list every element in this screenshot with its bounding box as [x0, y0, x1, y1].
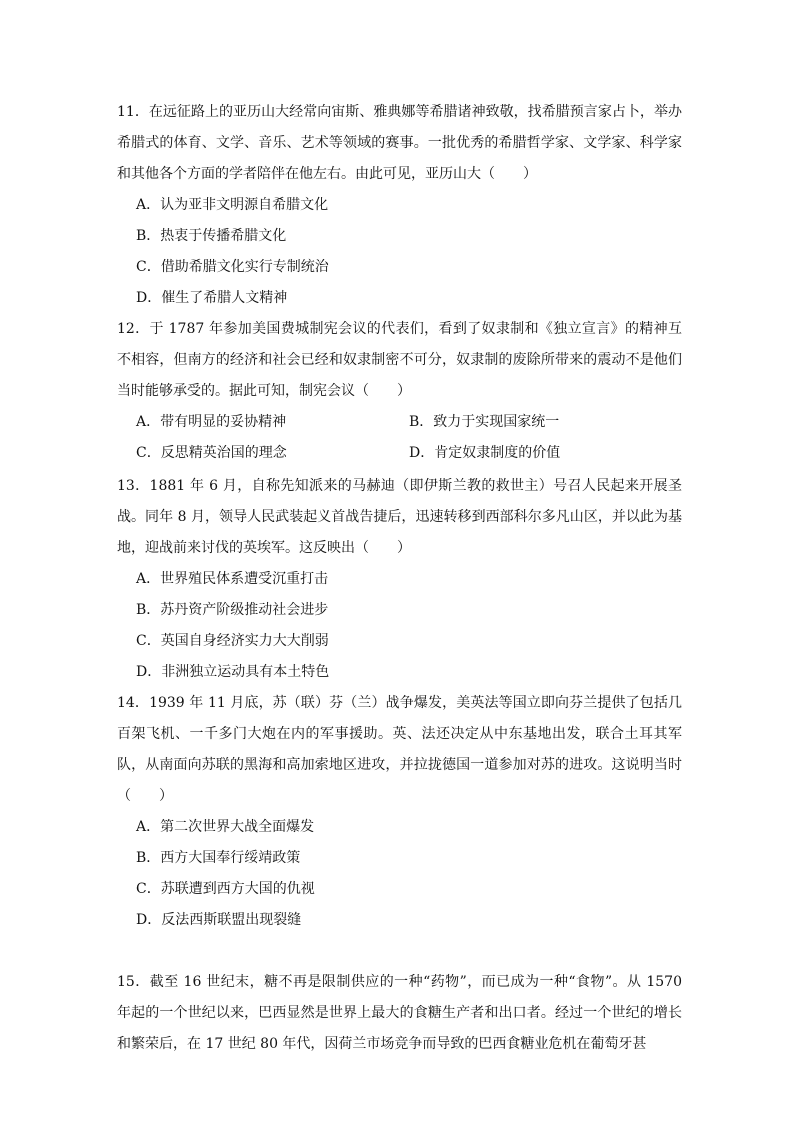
- question-stem: [117, 688, 682, 812]
- question-text: 于 1787 年参加美国费城制宪会议的代表们，看到了奴隶制和《独立宣言》的精神互不相容，但南方的经济和社会已经和奴隶制密不可分，奴隶制的废除所带来的震动不是他们当时能够承受的。据此可知，制宪会议（ ）: [117, 321, 682, 399]
- option-text: 反思精英治国的理念: [160, 445, 287, 461]
- option-text: 致力于实现国家统一: [433, 414, 560, 430]
- option-a: [117, 812, 682, 843]
- option-text: 催生了希腊人文精神: [161, 290, 288, 306]
- option-text: 英国自身经济实力大大削弱: [160, 633, 329, 649]
- question-14: [117, 688, 682, 936]
- option-text: 带有明显的妥协精神: [160, 414, 287, 430]
- option-text: 世界殖民体系遭受沉重打击: [160, 571, 329, 587]
- option-text: 非洲独立运动具有本土特色: [161, 664, 330, 680]
- option-letter: C．: [136, 259, 161, 275]
- question-text: 截至 16 世纪末，糖不再是限制供应的一种“药物”，而已成为一种“食物”。从 1570 年起的一个世纪以来，巴西显然是世界上最大的食糖生产者和出口者。经过一个世纪的增长和繁荣后，在 17 世纪 80 年代，因荷兰市场竞争而导致的巴西食糖业危机在葡萄牙甚: [117, 974, 682, 1052]
- option-b: [117, 595, 682, 626]
- option-a: [136, 407, 409, 438]
- option-text: 借助希腊文化实行专制统治: [160, 259, 329, 275]
- question-15: [117, 967, 682, 1060]
- option-letter: A．: [136, 197, 161, 213]
- option-letter: C．: [136, 881, 161, 897]
- option-d: [117, 657, 682, 688]
- option-letter: A．: [136, 819, 161, 835]
- question-stem: [117, 97, 682, 190]
- option-text: 苏联遭到西方大国的仇视: [160, 881, 315, 897]
- option-text: 第二次世界大战全面爆发: [160, 819, 315, 835]
- option-text: 肯定奴隶制度的价值: [434, 445, 561, 461]
- option-letter: D．: [136, 664, 162, 680]
- option-letter: B．: [136, 228, 161, 244]
- question-number: 14．: [117, 695, 150, 711]
- option-letter: D．: [136, 912, 162, 928]
- option-row: [117, 438, 682, 469]
- option-d: [117, 905, 682, 936]
- question-stem: [117, 967, 682, 1060]
- question-text: 1939 年 11 月底，苏（联）芬（兰）战争爆发，美英法等国立即向芬兰提供了包括几百架飞机、一千多门大炮在内的军事援助。英、法还决定从中东基地出发，联合土耳其军队，从南面向苏联的黑海和高加索地区进攻，并拉拢德国一道参加对苏的进攻。这说明当时（ ）: [117, 695, 682, 804]
- question-number: 15．: [117, 974, 150, 990]
- option-letter: D．: [136, 290, 162, 306]
- question-11: [117, 97, 682, 314]
- option-letter: C．: [136, 445, 161, 461]
- option-d: [409, 438, 682, 469]
- option-b: [409, 407, 682, 438]
- option-letter: C．: [136, 633, 161, 649]
- option-letter: B．: [136, 602, 161, 618]
- option-c: [136, 438, 409, 469]
- option-row: [117, 407, 682, 438]
- option-text: 认为亚非文明源自希腊文化: [160, 197, 329, 213]
- question-text: 1881 年 6 月，自称先知派来的马赫迪（即伊斯兰教的救世主）号召人民起来开展圣战。同年 8 月，领导人民武装起义首战告捷后，迅速转移到西部科尔多凡山区，并以此为基地，迎战前来讨伐的英埃军。这反映出（ ）: [117, 478, 682, 556]
- question-number: 11．: [117, 104, 149, 120]
- option-c: [117, 252, 682, 283]
- option-letter: A．: [136, 414, 161, 430]
- option-a: [117, 190, 682, 221]
- option-c: [117, 626, 682, 657]
- question-number: 13．: [117, 478, 150, 494]
- option-letter: B．: [409, 414, 434, 430]
- option-text: 热衷于传播希腊文化: [160, 228, 287, 244]
- question-13: [117, 471, 682, 688]
- question-stem: [117, 314, 682, 407]
- option-letter: A．: [136, 571, 161, 587]
- option-a: [117, 564, 682, 595]
- option-text: 苏丹资产阶级推动社会进步: [160, 602, 329, 618]
- option-c: [117, 874, 682, 905]
- question-12: [117, 314, 682, 469]
- option-letter: B．: [136, 850, 161, 866]
- option-b: [117, 843, 682, 874]
- question-text: 在远征路上的亚历山大经常向宙斯、雅典娜等希腊诸神致敬，找希腊预言家占卜，举办希腊式的体育、文学、音乐、艺术等领域的赛事。一批优秀的希腊哲学家、文学家、科学家和其他各个方面的学者陪伴在他左右。由此可见，亚历山大（ ）: [117, 104, 682, 182]
- option-text: 西方大国奉行绥靖政策: [160, 850, 301, 866]
- option-d: [117, 283, 682, 314]
- option-b: [117, 221, 682, 252]
- question-number: 12．: [117, 321, 150, 337]
- option-letter: D．: [409, 445, 435, 461]
- option-text: 反法西斯联盟出现裂缝: [161, 912, 302, 928]
- question-stem: [117, 471, 682, 564]
